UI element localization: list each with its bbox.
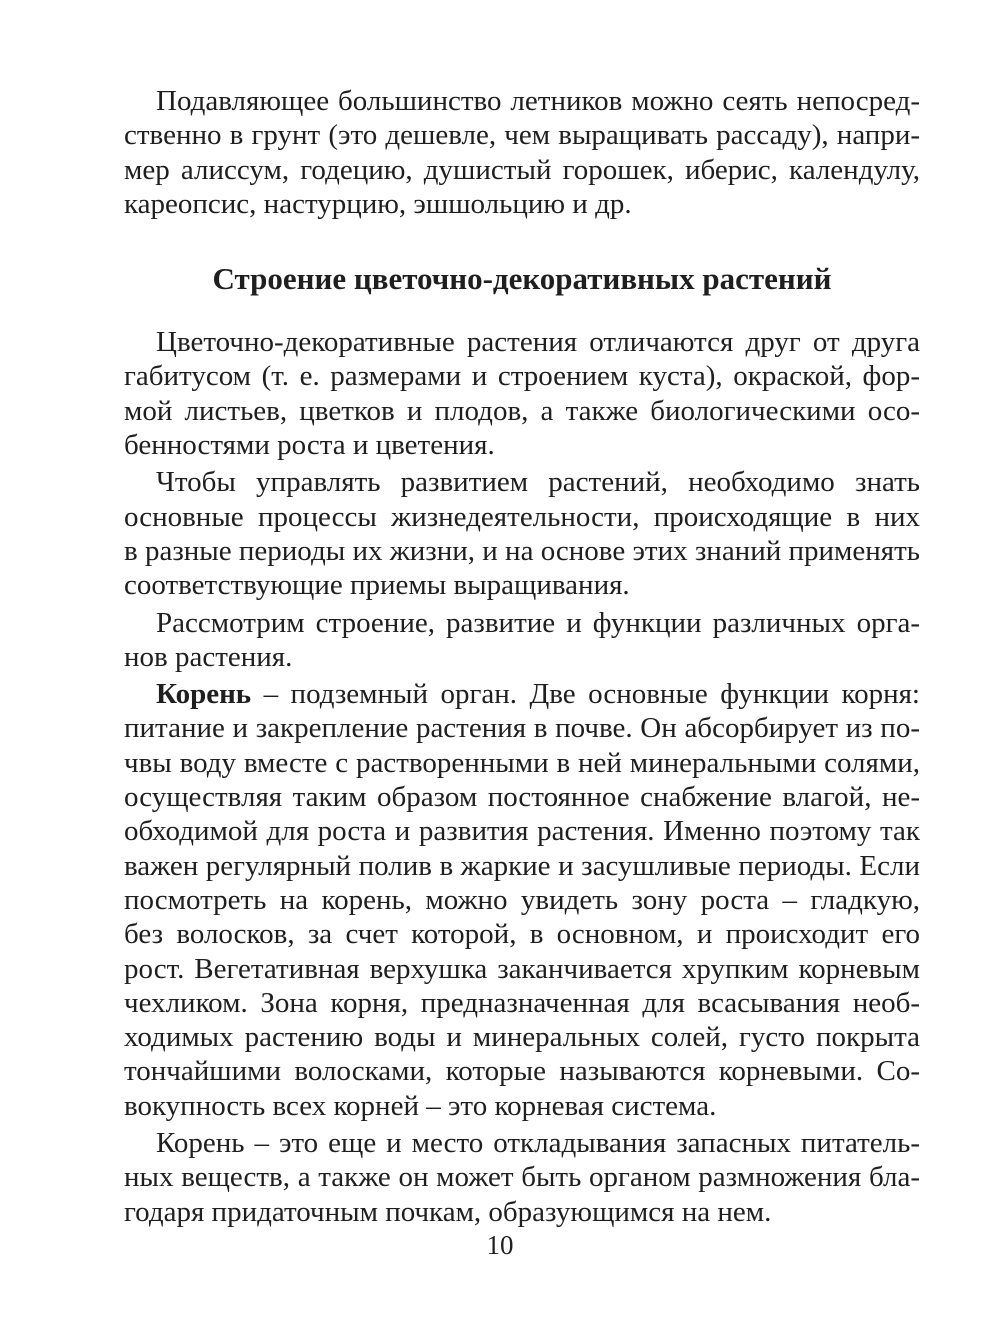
text-line: ственно в грунт (это дешевле, чем выращивать рассаду), напри- [124,119,920,152]
text-line: осуществляя таким образом постоянное снабжение влагой, не- [124,781,920,814]
root-definition: – подземный орган. Две основные функции корня: [251,678,920,711]
paragraph-organs-intro [124,606,920,675]
paragraph-root-storage [124,1126,920,1229]
paragraph-annuals-sowing [124,84,920,221]
text-line: Корень – это еще и место откладывания запасных питатель- [156,1127,920,1160]
text-line: кареопсис, настурцию, эшшольцию и др. [124,187,632,220]
text-line: обходимой для роста и развития растения. Именно поэтому так [124,815,920,848]
text-line: без волосков, за счет которой, в основном, и происходит его [124,918,920,951]
text-line [124,677,920,711]
text-line: важен регулярный полив в жаркие и засушливые периоды. Если [124,849,920,882]
text-line: соответствующие приемы выращивания. [124,569,630,602]
text-line: ходимых растению воды и минеральных солей, густо покрыта [124,1021,920,1054]
text-line: посмотреть на корень, можно увидеть зону роста – гладкую, [124,883,920,916]
text-line: бенностями роста и цветения. [124,429,495,462]
paragraph-development-control [124,465,920,602]
text-line: мой листьев, цветков и плодов, а также биологическими осо- [124,394,920,427]
text-line: габитусом (т. е. размерами и строением куста), окраской, фор- [124,360,920,393]
text-line: чвы воду вместе с растворенными в ней минеральными солями, [124,746,920,779]
page-number: 10 [486,1230,514,1260]
section-heading: Строение цветочно-декоративных растений [212,261,832,297]
text-line: в разные периоды их жизни, и на основе этих знаний применять [124,534,921,567]
root-term: Корень [156,678,252,711]
text-line: Рассмотрим строение, развитие и функции различных орга- [156,606,920,639]
text-line: Подавляющее большинство летников можно сеять непосред- [156,85,920,117]
paragraph-root [124,677,920,1123]
text-line: чехликом. Зона корня, предназначенная для всасывания необ- [124,986,920,1019]
text-line: вокупность всех корней – это корневая система. [124,1089,717,1122]
text-line: основные процессы жизнедеятельности, происходящие в них [124,500,920,533]
text-line: тончайшими волосками, которые называются корневыми. Со- [124,1055,920,1088]
text-line: рост. Вегетативная верхушка заканчивается хрупким корневым [124,952,920,985]
text-line: годаря придаточным почкам, образующимся на нем. [124,1195,772,1228]
text-line: Чтобы управлять развитием растений, необходимо знать [156,466,920,499]
page-body [124,84,920,1229]
paragraph-plant-differences [124,325,920,462]
text-line: питание и закрепление растения в почве. Он абсорбирует из по- [124,712,920,745]
text-line: Цветочно-декоративные растения отличаются друг от друга [156,326,920,359]
text-line: нов растения. [124,640,293,673]
text-line: ных веществ, а также он может быть органом размножения бла- [124,1161,920,1194]
text-line: мер алиссум, годецию, душистый горошек, иберис, календулу, [124,153,920,186]
